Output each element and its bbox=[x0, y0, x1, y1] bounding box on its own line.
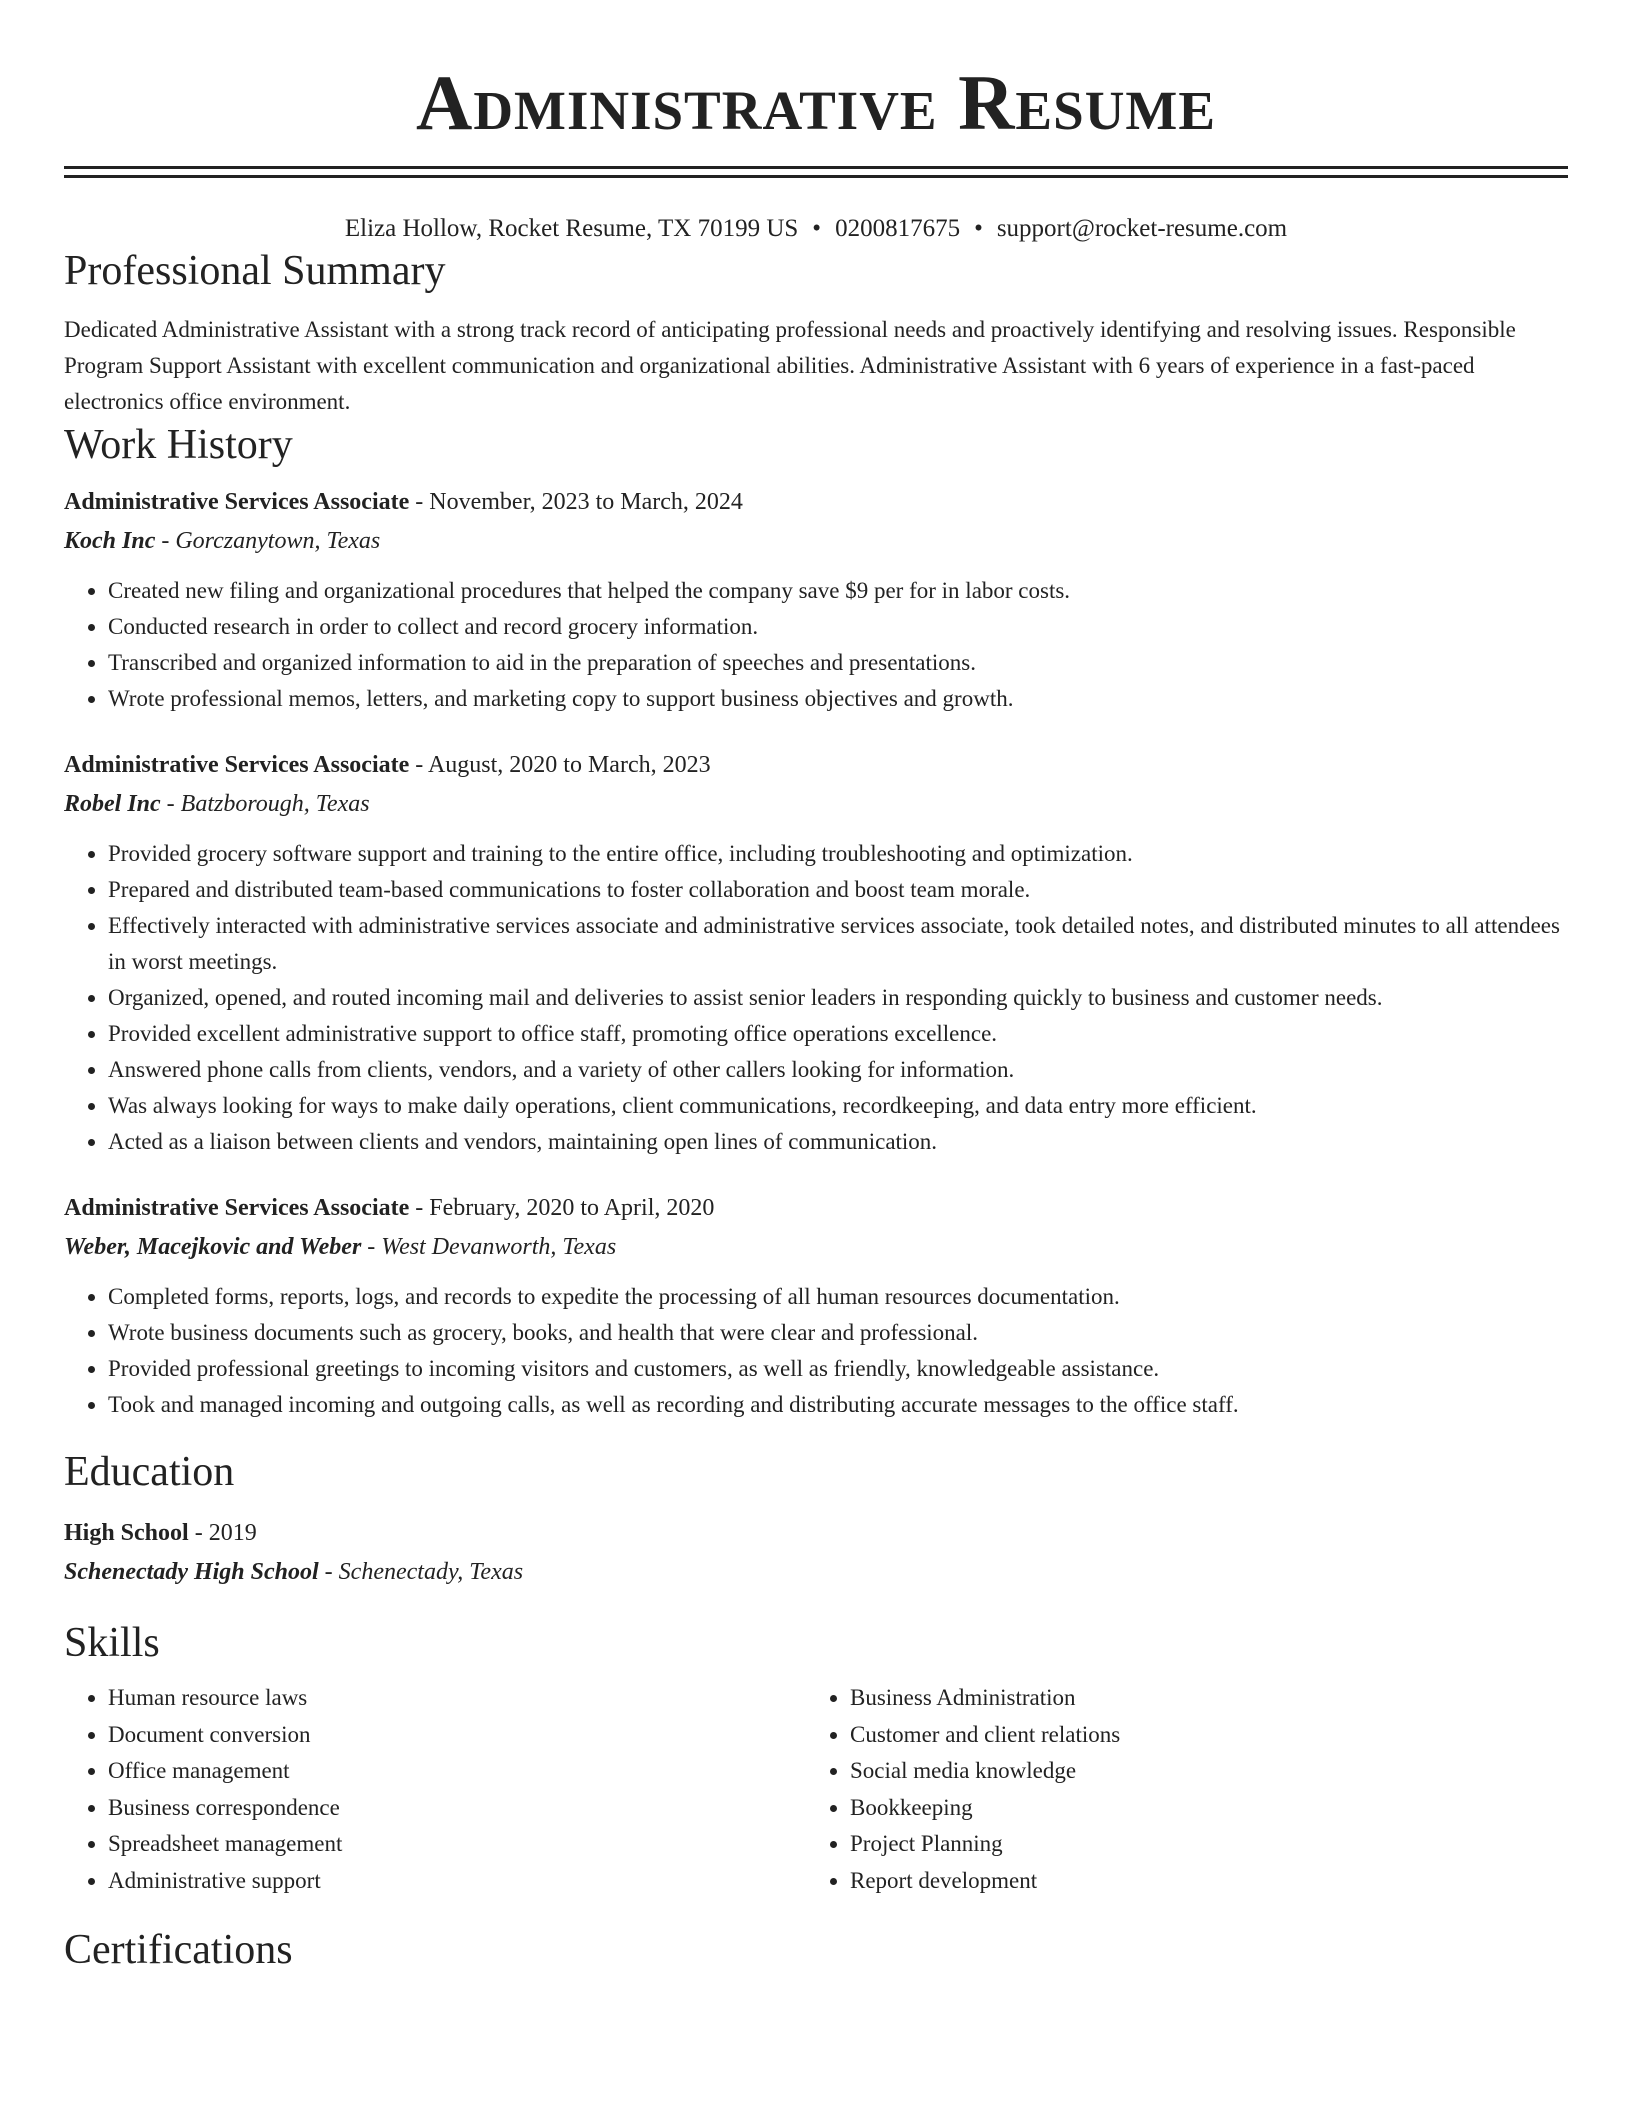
education-entry bbox=[64, 1515, 1568, 1590]
job-bullet: • Wrote business documents such as grocery, books, and health that were clear and professional. bbox=[108, 1315, 1568, 1351]
contact-separator: • bbox=[812, 215, 822, 242]
job-dates: - February, 2020 to April, 2020 bbox=[409, 1195, 715, 1221]
skills-list bbox=[64, 1680, 806, 1899]
job-bullet: • Completed forms, reports, logs, and records to expedite the processing of all human resources documentation. bbox=[108, 1279, 1568, 1315]
education-year: - 2019 bbox=[188, 1520, 257, 1546]
skills-list bbox=[806, 1680, 1548, 1899]
job-bullet: • Provided excellent administrative support to office staff, promoting office operations excellence. bbox=[108, 1016, 1568, 1052]
skill-item: • Administrative support bbox=[108, 1863, 806, 1900]
skills-heading: Skills bbox=[64, 1620, 160, 1666]
job-company: Weber, Macejkovic and Weber bbox=[64, 1234, 362, 1260]
skill-item: • Bookkeeping bbox=[850, 1790, 1548, 1827]
job-title-line bbox=[64, 1190, 1568, 1226]
job-company-line bbox=[64, 523, 1568, 559]
job-title-line bbox=[64, 747, 1568, 783]
job-bullet: • Prepared and distributed team-based communications to foster collaboration and boost team morale. bbox=[108, 872, 1568, 908]
job-bullet: • Answered phone calls from clients, vendors, and a variety of other callers looking for information. bbox=[108, 1052, 1568, 1088]
job-company-line bbox=[64, 1229, 1568, 1265]
contact-address: Eliza Hollow, Rocket Resume, TX 70199 US bbox=[344, 215, 799, 242]
job-bullets bbox=[64, 573, 1568, 717]
title-divider-bottom bbox=[64, 175, 1568, 178]
skills-column-left bbox=[64, 1680, 806, 1899]
job-bullet: • Took and managed incoming and outgoing calls, as well as recording and distributing accurate messages to the office staff. bbox=[108, 1387, 1568, 1423]
job-entry bbox=[64, 747, 1568, 1160]
education-degree: High School bbox=[64, 1520, 189, 1546]
job-bullet: • Provided professional greetings to incoming visitors and customers, as well as friendly, knowledgeable assistance. bbox=[108, 1351, 1568, 1387]
skill-item: • Business correspondence bbox=[108, 1790, 806, 1827]
skills-column-right bbox=[806, 1680, 1548, 1899]
contact-email: support@rocket-resume.com bbox=[996, 215, 1288, 242]
job-bullet: • Organized, opened, and routed incoming mail and deliveries to assist senior leaders in responding quickly to business and customer needs. bbox=[108, 980, 1568, 1016]
education-degree-line bbox=[64, 1515, 1568, 1551]
skill-item: • Customer and client relations bbox=[850, 1717, 1548, 1754]
skill-item: • Human resource laws bbox=[108, 1680, 806, 1717]
job-bullet: • Conducted research in order to collect and record grocery information. bbox=[108, 609, 1568, 645]
skill-item: • Business Administration bbox=[850, 1680, 1548, 1717]
title-divider-top bbox=[64, 166, 1568, 169]
education-school: Schenectady High School bbox=[64, 1559, 319, 1585]
skill-item: • Office management bbox=[108, 1753, 806, 1790]
contact-phone: 0200817675 bbox=[835, 215, 961, 242]
job-bullet: • Provided grocery software support and training to the entire office, including troubleshooting and optimization. bbox=[108, 836, 1568, 872]
job-entry bbox=[64, 1190, 1568, 1423]
resume-page bbox=[64, 0, 1568, 1975]
work-history-heading: Work History bbox=[64, 422, 293, 468]
education-heading: Education bbox=[64, 1449, 235, 1495]
job-bullet: • Created new filing and organizational procedures that helped the company save $9 per for in labor costs. bbox=[108, 573, 1568, 609]
job-location: - Batzborough, Texas bbox=[160, 791, 370, 817]
job-bullet: • Acted as a liaison between clients and vendors, maintaining open lines of communication. bbox=[108, 1124, 1568, 1160]
skill-item: • Report development bbox=[850, 1863, 1548, 1900]
job-location: - West Devanworth, Texas bbox=[361, 1234, 617, 1260]
job-bullet: • Transcribed and organized information to aid in the preparation of speeches and presentations. bbox=[108, 645, 1568, 681]
skill-item: • Project Planning bbox=[850, 1826, 1548, 1863]
job-title: Administrative Services Associate bbox=[64, 1195, 410, 1221]
skill-item: • Document conversion bbox=[108, 1717, 806, 1754]
summary-text: Dedicated Administrative Assistant with a strong track record of anticipating professional needs and proactively identifying and resolving issues. Responsible Program Support Assistant with excellent communication and organizational abilities. Administrative Assistant with 6 years of experience in a fast-paced electronics office environment. bbox=[64, 317, 1516, 414]
education-school-line bbox=[64, 1554, 1568, 1590]
job-company-line bbox=[64, 786, 1568, 822]
job-bullet: • Wrote professional memos, letters, and marketing copy to support business objectives and growth. bbox=[108, 681, 1568, 717]
job-dates: - November, 2023 to March, 2024 bbox=[409, 489, 743, 515]
job-company: Koch Inc bbox=[64, 528, 156, 554]
skill-item: • Spreadsheet management bbox=[108, 1826, 806, 1863]
job-bullets bbox=[64, 836, 1568, 1160]
job-bullet: • Was always looking for ways to make daily operations, client communications, recordkeeping, and data entry more efficient. bbox=[108, 1088, 1568, 1124]
skill-item: • Social media knowledge bbox=[850, 1753, 1548, 1790]
certifications-heading: Certifications bbox=[64, 1927, 293, 1973]
resume-title: Administrative Resume bbox=[415, 59, 1217, 146]
job-entry bbox=[64, 484, 1568, 717]
job-title: Administrative Services Associate bbox=[64, 752, 410, 778]
education-location: - Schenectady, Texas bbox=[318, 1559, 524, 1585]
job-bullet: • Effectively interacted with administrative services associate and administrative services associate, took detailed notes, and distributed minutes to all attendees in worst meetings. bbox=[108, 908, 1568, 980]
summary-heading: Professional Summary bbox=[64, 248, 446, 294]
job-dates: - August, 2020 to March, 2023 bbox=[409, 752, 711, 778]
contact-separator: • bbox=[974, 215, 983, 242]
skills-grid bbox=[64, 1680, 1568, 1899]
contact-line bbox=[64, 212, 1568, 246]
job-location: - Gorczanytown, Texas bbox=[155, 528, 381, 554]
job-title-line bbox=[64, 484, 1568, 520]
job-bullets bbox=[64, 1279, 1568, 1423]
job-company: Robel Inc bbox=[64, 791, 161, 817]
job-title: Administrative Services Associate bbox=[64, 489, 410, 515]
